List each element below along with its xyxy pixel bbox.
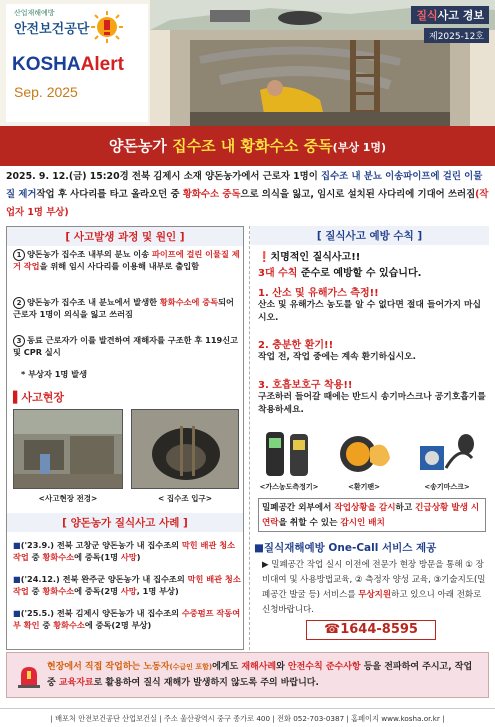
rule-body: 산소 및 유해가스 농도를 알 수 없다면 절대 들어가지 마십시오. (258, 300, 482, 323)
gas-detector-icon (260, 428, 316, 480)
case-text: ('24.12.) 전북 완주군 양돈농가 내 집수조의 (20, 574, 188, 584)
air-mask-icon (416, 428, 478, 480)
badge-title (411, 6, 489, 24)
injury-note: * 부상자 1명 발생 (21, 369, 87, 379)
case-text: 중 (39, 620, 54, 630)
scene-photo-sump-entrance (131, 409, 239, 489)
case-item (13, 539, 241, 563)
org-name: 안전보건공단 (14, 22, 90, 37)
case-gas: 황화수소 (53, 620, 85, 630)
step-highlight: 파이프에 걸린 이물질 제거 작업 (13, 249, 240, 271)
three-rules-line (258, 264, 486, 279)
summary-seg-5: 으로 의식을 잃고, 임시로 설치된 사다리에 기대어 쓰러짐 (240, 189, 476, 200)
eq-caption-fan: <환기팬> (347, 483, 381, 491)
onecall-body (262, 558, 488, 618)
eq-caption-mask: <송기마스크> (424, 483, 470, 491)
case-text: 중 (28, 552, 43, 562)
case-outcome: 사망 (120, 586, 137, 596)
case-text: , 1명 부상) (136, 586, 179, 596)
summary-seg-1: 2025. 9. 12.(금) 15:20경 전북 김제시 소재 양돈농가에서 근로자 1명이 (6, 171, 322, 182)
step-text-end: 되어 근로자 1명이 의식을 잃고 쓰러짐 (13, 297, 234, 319)
step-text-end: 을 위해 임시 사다리를 이용해 내부로 출입함 (39, 261, 200, 271)
case-text: ) (136, 552, 141, 562)
onecall-phone[interactable]: ☎1644-8595 (306, 620, 436, 640)
onecall-free-support: 무상지원 (358, 590, 392, 600)
case-item (13, 573, 241, 597)
process-section-title (7, 227, 243, 246)
process-step (13, 249, 241, 273)
case-highlight: 수중펌프 작동여부 확인 (13, 608, 241, 630)
case-item (13, 607, 241, 631)
notice-highlight: 긴급상황 발생 시 연락 (262, 503, 480, 528)
cases-title-text: [ 양돈농가 질식사고 사례 ] (62, 517, 188, 529)
step-highlight: 황화수소에 중독 (159, 297, 219, 307)
photo-caption-sump: < 집수조 입구> (157, 494, 212, 503)
brand-kosha: KOSHA (12, 54, 81, 75)
summary-seg-3: 작업 후 사다리를 타고 올라오던 중 (36, 189, 183, 200)
onecall-title: ■질식재해예방 One-Call 서비스 제공 (254, 542, 437, 554)
notice-text: 하고 (395, 503, 416, 513)
three-rules-highlight: 3대 수칙 (258, 268, 298, 279)
case-gas: 황화수소 (42, 552, 75, 562)
scene-title: ▌사고현장 (13, 391, 64, 404)
notice-highlight: 감시인 배치 (340, 518, 385, 528)
case-text: ('25.5.) 전북 김제시 양돈농가 내 집수조의 (20, 608, 182, 618)
warning-bullet-icon: ❗ (258, 252, 271, 263)
notice-text: 을 취할 수 있는 (278, 518, 341, 528)
rule-head: 3. 호흡보호구 착용!! (258, 380, 353, 391)
notice-highlight: 작업상황을 감시 (334, 503, 396, 513)
ventilation-fan-icon (336, 428, 392, 480)
scene-photo-overview (13, 409, 123, 489)
kosha-sun-logo-icon (90, 10, 124, 44)
kosha-alert-wordmark (12, 54, 124, 76)
three-rules-text: 준수로 예방할 수 있습니다. (297, 268, 422, 279)
case-highlight: 막힌 배관 청소작업 (13, 574, 241, 596)
rule-head: 1. 산소 및 유해가스 측정!! (258, 288, 379, 299)
badge-number: 제2025-12호 (424, 28, 489, 43)
rule-body: 구조하러 들어갈 때에는 반드시 송기마스크나 공기호흡기를 착용하세요. (258, 392, 486, 415)
prevention-section-title (250, 226, 489, 245)
step-text: 양돈농가 집수조 내부의 분뇨 이송 (27, 249, 152, 259)
brand-alert: Alert (80, 54, 124, 75)
case-gas: 황화수소 (42, 586, 75, 596)
fatal-warning (258, 248, 486, 263)
title-part-1: 양돈농가 (108, 137, 173, 155)
case-bullet-icon: ■ (13, 540, 21, 550)
case-text: 에 중독(1명 (74, 552, 121, 562)
right-panel (249, 226, 489, 650)
rule-head: 2. 충분한 환기!! (258, 340, 334, 351)
summary-seg-4: 황화수소 중독 (182, 189, 241, 200)
rule-1 (258, 284, 486, 324)
process-title-text: [ 사고발생 과정 및 원인 ] (65, 231, 185, 243)
step-text: 양돈농가 집수조 내 분뇨에서 발생한 (27, 297, 160, 307)
bn-seg: 와 (276, 662, 288, 672)
rule-3 (258, 376, 486, 416)
step-number: 1 (13, 249, 25, 261)
case-text: ('23.9.) 전북 고창군 양돈농가 내 집수조의 (20, 540, 182, 550)
prevention-title-text: [ 질식사고 예방 수칙 ] (316, 230, 423, 242)
header (0, 0, 495, 126)
title-bar (0, 126, 495, 166)
bottom-notice (6, 652, 489, 698)
title-part-2: 집수조 내 황화수소 중독 (172, 137, 333, 155)
bn-seg: 현장에서 직접 작업하는 노동자 (47, 662, 170, 672)
step-number: 2 (13, 297, 25, 309)
case-text: 에 중독(2명 부상) (84, 620, 152, 630)
bn-seg: (수급인 포함) (169, 663, 213, 671)
footer: | 배포처 안전보건공단 산업보건실 | 주소 울산광역시 중구 종가로 400 | 전화 052-703-0387 | 홈페이지 www.kosha.or.kr | (0, 708, 495, 727)
badge-title-red: 질식 (416, 9, 438, 22)
watcher-notice (258, 498, 486, 532)
onecall-text: ▶ 밀폐공간 작업 실시 이전에 전문가 현장 방문을 통해 ① 장비대여 및 사용방법교육, ② 측정자 양성 교육, ③기술지도(밀폐공간 발굴 등) 서비스를 (262, 560, 486, 600)
scene-title-text: 사고현장 (21, 391, 64, 404)
case-outcome: 사망 (120, 552, 137, 562)
photo-caption-overview: <사고현장 전경> (38, 494, 98, 503)
process-step (13, 297, 241, 321)
summary-seg-6: (작업자 1명 부상) (6, 189, 489, 218)
bn-seg: 재해사례 (241, 662, 277, 672)
onecall-text-end: 하고 있으니 아래 전화로 신청바랍니다. (262, 590, 482, 615)
bn-seg: 안전수칙 준수사항 (287, 662, 361, 672)
summary-seg-2: 집수조 내 분뇨 이송파이프에 걸린 이물질 제거 (6, 171, 483, 200)
case-text: 중 (28, 586, 43, 596)
logo-block (6, 4, 148, 122)
process-step (13, 335, 241, 359)
siren-icon (15, 661, 43, 689)
step-text: 동료 근로자가 이를 발견하여 재해자를 구조한 후 119신고 및 CPR 실시 (13, 335, 239, 357)
case-highlight: 막힌 배관 청소작업 (13, 540, 236, 562)
badge-title-text: 사고 경보 (437, 9, 484, 22)
case-bullet-icon: ■ (13, 608, 21, 618)
bn-seg: 로 활용하여 질식 재해가 발생하지 않도록 주의 바랍니다. (93, 678, 319, 688)
case-bullet-icon: ■ (13, 574, 21, 584)
fatal-warning-text: 치명적인 질식사고!! (270, 252, 361, 263)
case-text: 에 중독(2명 (74, 586, 121, 596)
notice-text: 밀폐공간 외부에서 (262, 503, 335, 513)
issue-date: Sep. 2025 (14, 84, 78, 100)
bn-seg: 에게도 (212, 662, 242, 672)
rule-2 (258, 336, 486, 364)
org-small-label: 산업재해예방 (14, 9, 55, 17)
accident-summary (6, 168, 489, 224)
eq-caption-gas-detector: <가스농도측정기> (259, 483, 319, 491)
left-panel (6, 226, 244, 650)
title-part-3: (부상 1명) (332, 141, 387, 154)
bottom-notice-text (47, 659, 483, 691)
bn-seg: 교육자료 (58, 678, 94, 688)
alert-badge (411, 4, 489, 43)
step-number: 3 (13, 335, 25, 347)
bn-seg: 등을 전파하여 주시고, 작업 중 (47, 662, 473, 688)
cases-section-title (7, 513, 243, 532)
rule-body: 작업 전, 작업 중에는 계속 환기하십시오. (258, 352, 416, 362)
